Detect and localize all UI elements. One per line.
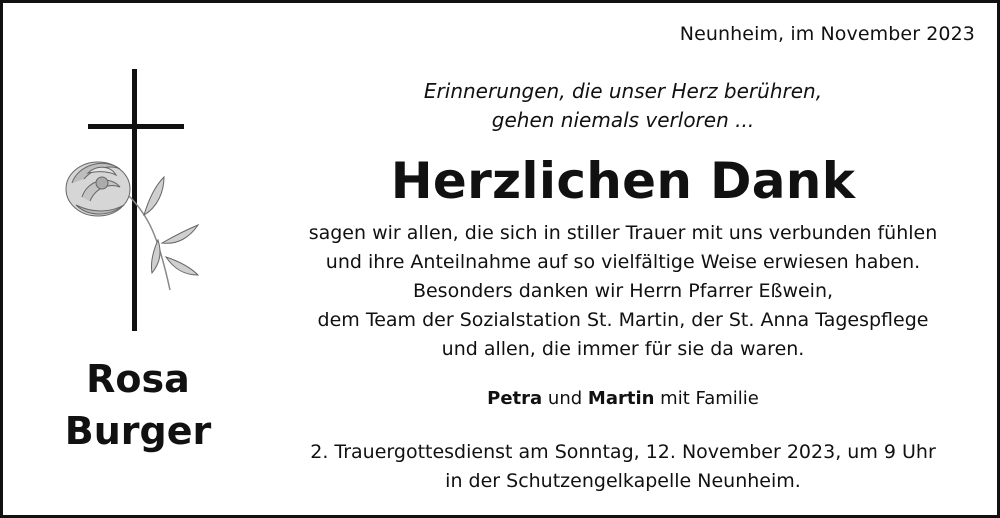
service-info (253, 438, 993, 496)
headline: Herzlichen Dank (390, 152, 856, 210)
cross-with-rose-illustration (58, 65, 218, 337)
deceased-first-name: Rosa (86, 357, 190, 401)
signature-name-2: Martin (587, 388, 655, 409)
body-line: und ihre Anteilnahme auf so vielfältige Weise erwiesen haben. (325, 251, 921, 273)
thank-you-text (253, 219, 993, 364)
deceased-name (43, 353, 233, 457)
signature-conjunction: und (547, 388, 583, 409)
body-line: und allen, die immer für sie da waren. (441, 338, 805, 360)
place-date: Neunheim, im November 2023 (679, 23, 975, 45)
signature-suffix: mit Familie (660, 388, 759, 409)
body-line: dem Team der Sozialstation St. Martin, der St. Anna Tagespflege (317, 309, 929, 331)
body-line: sagen wir allen, die sich in stiller Trauer mit uns verbunden fühlen (308, 222, 938, 244)
body-line: Besonders danken wir Herrn Pfarrer Eßwein, (412, 280, 834, 302)
quote-line: gehen niemals verloren ... (491, 108, 755, 132)
quote-line: Erinnerungen, die unser Herz berühren, (423, 79, 823, 103)
service-line: in der Schutzengelkapelle Neunheim. (445, 470, 801, 492)
deceased-last-name: Burger (64, 409, 212, 453)
signature-name-1: Petra (487, 388, 543, 409)
service-line: 2. Trauergottesdienst am Sonntag, 12. November 2023, um 9 Uhr (310, 441, 936, 463)
memorial-quote (253, 77, 993, 135)
main-text (253, 77, 993, 496)
signature (253, 386, 993, 412)
